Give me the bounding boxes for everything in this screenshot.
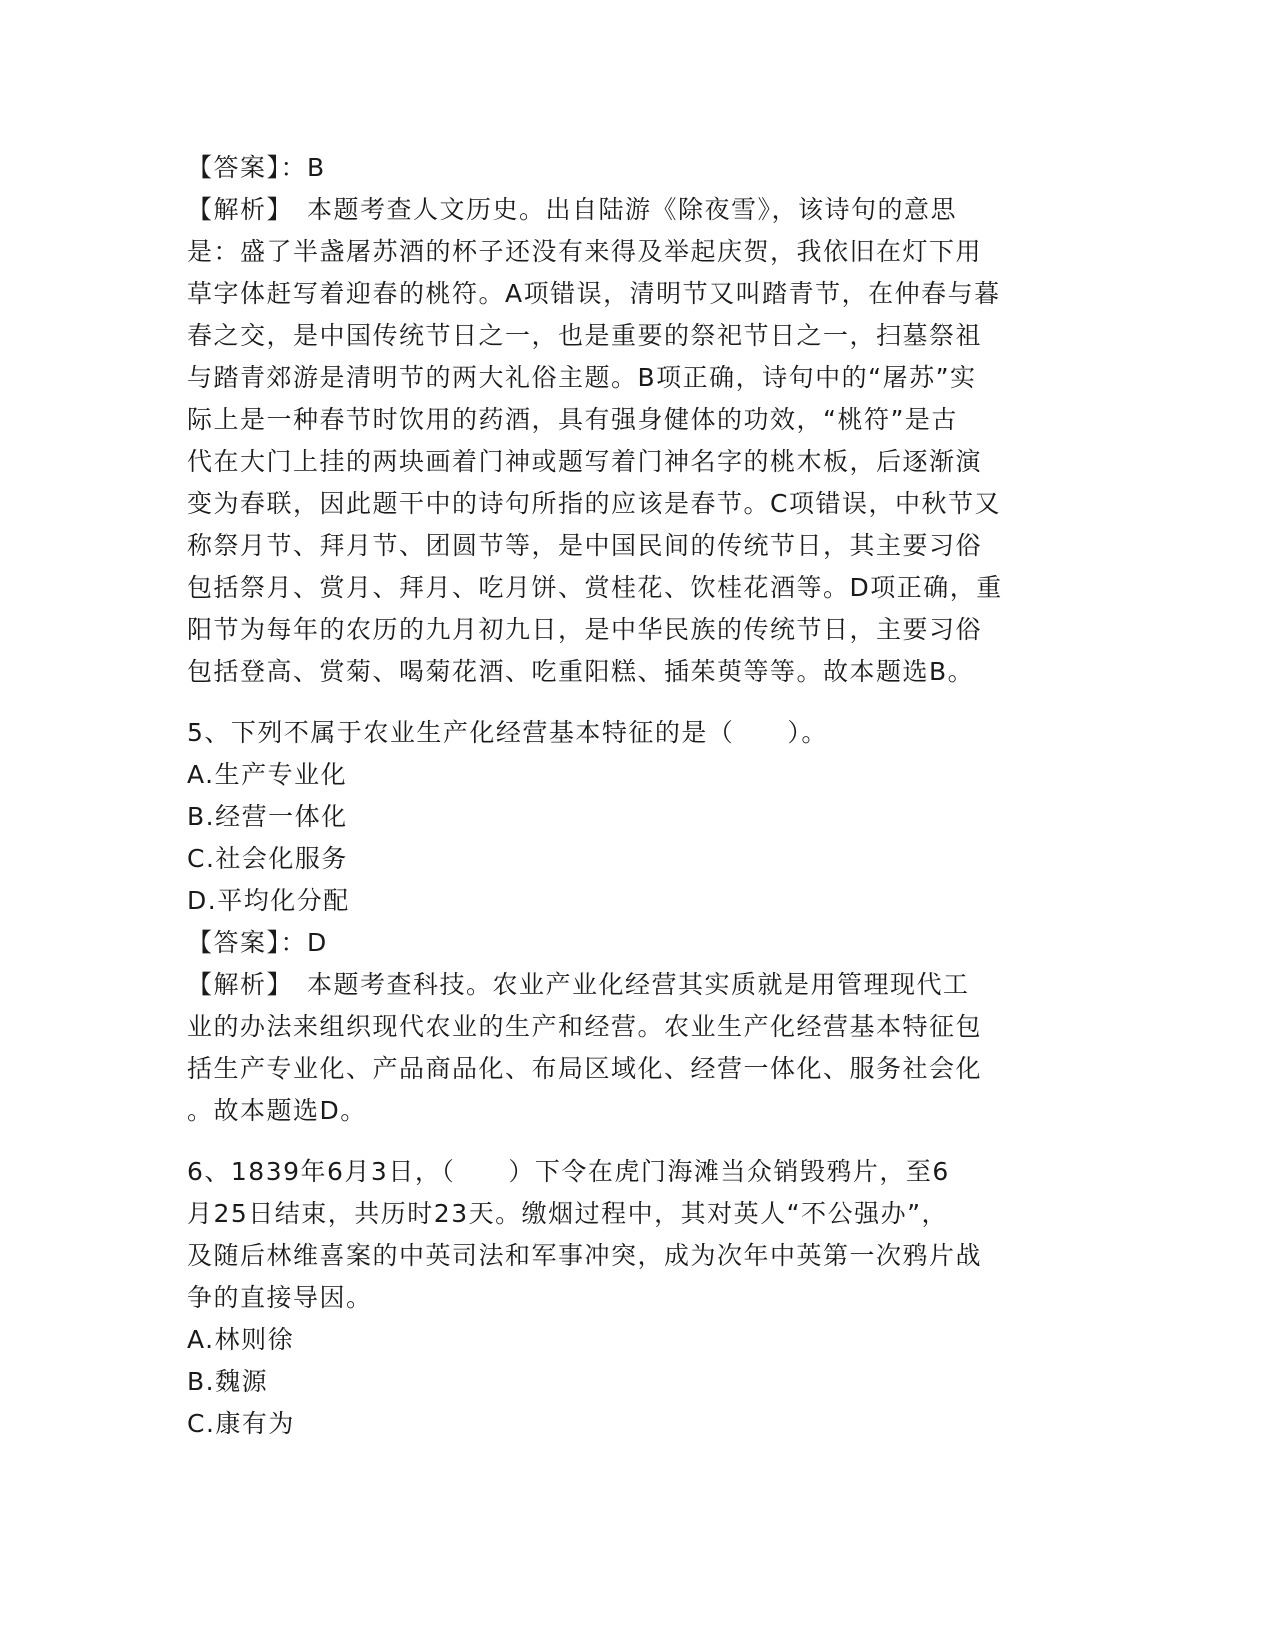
q5-option-c: C.社会化服务 (187, 844, 348, 873)
page-content (187, 147, 1077, 1445)
q5-option-a: A.生产专业化 (187, 760, 348, 789)
q4-analysis-line: 草字体赶写着迎春的桃符。A项错误，清明节又叫踏青节，在仲春与暮 (187, 279, 1001, 308)
spacer (187, 693, 1077, 712)
q5-analysis-line: 业的办法来组织现代农业的生产和经营。农业生产化经营基本特征包 (187, 1012, 983, 1041)
q5-stem: 5、下列不属于农业生产化经营基本特征的是（ ）。 (187, 718, 828, 747)
q5-analysis (187, 964, 1077, 1132)
q4-analysis-line: 称祭月节、拜月节、团圆节等，是中国民间的传统节日，其主要习俗 (187, 531, 983, 560)
q4-analysis-line: 包括登高、赏菊、喝菊花酒、吃重阳糕、插茱萸等等。故本题选B。 (187, 657, 975, 686)
q5-option-d: D.平均化分配 (187, 886, 350, 915)
q5-answer: 【答案】：D (187, 928, 328, 957)
q5-analysis-line: 括生产专业化、产品商品化、布局区域化、经营一体化、服务社会化 (187, 1054, 983, 1083)
q6-stem-line: 月25日结束，共历时23天。缴烟过程中，其对英人“不公强办”， (187, 1199, 949, 1228)
q6-stem-line: 及随后林维喜案的中英司法和军事冲突，成为次年中英第一次鸦片战 (187, 1241, 983, 1270)
q6-option-a: A.林则徐 (187, 1325, 295, 1354)
q5-analysis-line: 【解析】 本题考查科技。农业产业化经营其实质就是用管理现代工 (187, 970, 970, 999)
q4-analysis-line: 包括祭月、赏月、拜月、吃月饼、赏桂花、饮桂花酒等。D项正确，重 (187, 573, 1003, 602)
q6-stem-line: 争的直接导因。 (187, 1283, 373, 1312)
spacer (187, 1132, 1077, 1151)
q4-analysis-line: 阳节为每年的农历的九月初九日，是中华民族的传统节日，主要习俗 (187, 615, 983, 644)
q4-answer: 【答案】：B (187, 153, 326, 182)
q4-answer-block (187, 147, 1077, 693)
q4-analysis-line: 【解析】 本题考查人文历史。出自陆游《除夜雪》，该诗句的意思 (187, 195, 958, 224)
question-6 (187, 1151, 1077, 1445)
q6-stem (187, 1151, 1077, 1319)
q5-analysis-line: 。故本题选D。 (187, 1096, 367, 1125)
q4-analysis-line: 与踏青郊游是清明节的两大礼俗主题。B项正确，诗句中的“屠苏”实 (187, 363, 977, 392)
q6-stem-line: 6、1839年6月3日，（ ）下令在虎门海滩当众销毁鸦片，至6 (187, 1157, 950, 1186)
q4-analysis-line: 是：盛了半盏屠苏酒的杯子还没有来得及举起庆贺，我依旧在灯下用 (187, 237, 983, 266)
q5-option-b: B.经营一体化 (187, 802, 348, 831)
q4-analysis-line: 变为春联，因此题干中的诗句所指的应该是春节。C项错误，中秋节又 (187, 489, 1001, 518)
q6-option-c: C.康有为 (187, 1409, 295, 1438)
q4-analysis-line: 代在大门上挂的两块画着门神或题写着门神名字的桃木板，后逐渐演 (187, 447, 983, 476)
question-5 (187, 712, 1077, 1132)
q4-analysis-line: 春之交，是中国传统节日之一，也是重要的祭祀节日之一，扫墓祭祖 (187, 321, 983, 350)
q4-analysis (187, 189, 1077, 693)
q6-option-b: B.魏源 (187, 1367, 269, 1396)
q4-analysis-line: 际上是一种春节时饮用的药酒，具有强身健体的功效，“桃符”是古 (187, 405, 958, 434)
